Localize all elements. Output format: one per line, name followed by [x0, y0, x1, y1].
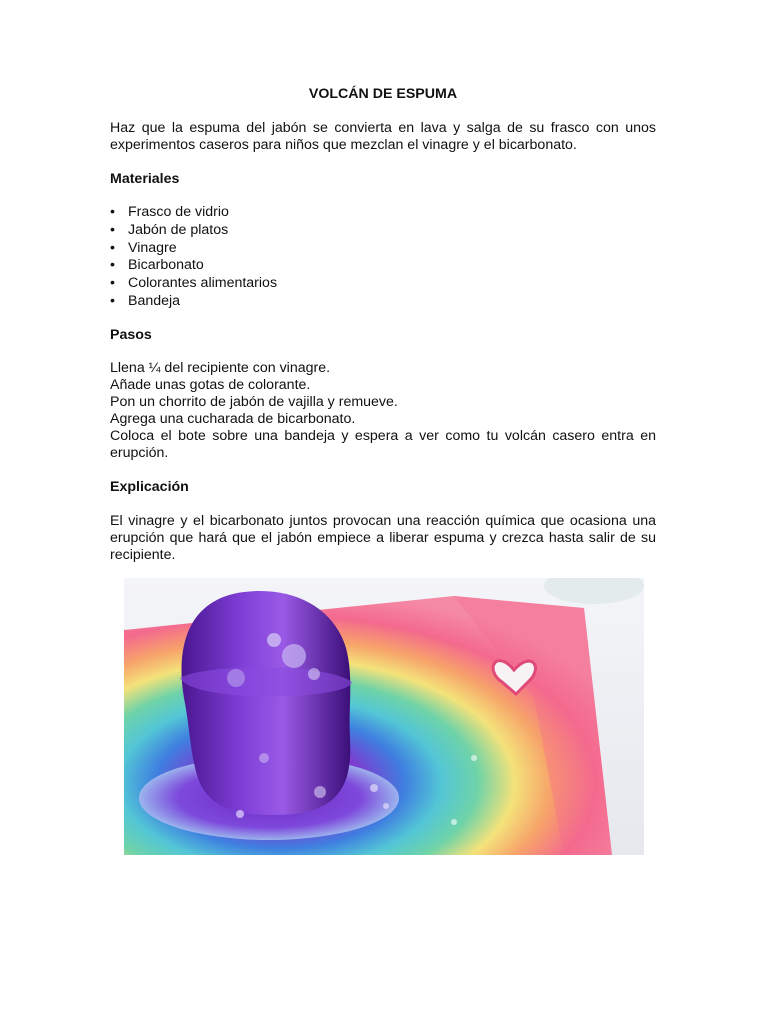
- list-item: [110, 222, 277, 240]
- document-title: VOLCÁN DE ESPUMA: [308, 86, 458, 102]
- volcano-photo: [124, 578, 644, 855]
- material-label: Jabón de platos: [128, 221, 229, 238]
- step-line: Llena ¼ del recipiente con vinagre.: [110, 360, 331, 376]
- bullet-icon: •: [110, 221, 115, 238]
- material-label: Colorantes alimentarios: [128, 275, 278, 292]
- bullet-icon: •: [110, 257, 115, 274]
- material-label: Bandeja: [128, 292, 181, 309]
- material-label: Vinagre: [128, 239, 177, 256]
- step-line: Agrega una cucharada de bicarbonato.: [110, 411, 356, 427]
- bullet-icon: •: [110, 204, 115, 220]
- list-item: [110, 204, 277, 222]
- materials-heading: Materiales: [110, 171, 180, 187]
- steps-list: [110, 360, 656, 462]
- material-label: Bicarbonato: [128, 257, 204, 274]
- intro-paragraph: Haz que la espuma del jabón se convierta en lava y salga de su frasco con unos experimentos caseros para niños que mezclan el vinagre y el bicarbonato.: [110, 120, 656, 153]
- explanation-heading: Explicación: [110, 479, 189, 495]
- steps-heading: Pasos: [110, 327, 152, 343]
- bullet-icon: •: [110, 275, 115, 292]
- bullet-icon: •: [110, 239, 115, 256]
- list-item: [110, 257, 277, 275]
- foam-volcano-illustration: [124, 578, 644, 855]
- step-line: Pon un chorrito de jabón de vajilla y remueve.: [110, 394, 398, 410]
- bullet-icon: •: [110, 292, 115, 309]
- list-item: [110, 275, 277, 293]
- step-line: Añade unas gotas de colorante.: [110, 377, 311, 393]
- materials-list: [110, 204, 277, 311]
- list-item: [110, 240, 277, 258]
- step-line: Coloca el bote sobre una bandeja y espera a ver como tu volcán casero entra en erupción.: [110, 428, 656, 461]
- material-label: Frasco de vidrio: [128, 204, 229, 220]
- list-item: [110, 293, 277, 311]
- explanation-paragraph: El vinagre y el bicarbonato juntos provocan una reacción química que ocasiona una erupción que hará que el jabón empiece a liberar espuma y crezca hasta salir de su recipiente.: [110, 513, 656, 563]
